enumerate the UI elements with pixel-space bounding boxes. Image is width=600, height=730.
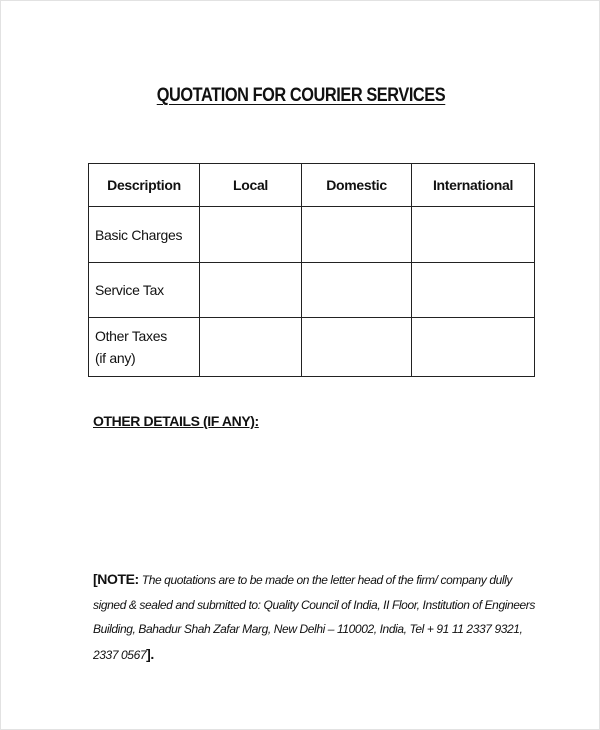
cell	[302, 263, 412, 318]
cell	[412, 263, 535, 318]
other-details-heading: OTHER DETAILS (IF ANY):	[93, 413, 259, 429]
cell	[302, 318, 412, 377]
note-label: [NOTE:	[93, 571, 139, 587]
page-title	[43, 85, 559, 107]
cell	[412, 207, 535, 263]
table-row	[89, 318, 535, 377]
cell	[200, 318, 302, 377]
table-row	[89, 263, 535, 318]
row-label: Service Tax	[89, 263, 200, 318]
header-local: Local	[200, 164, 302, 207]
cell	[200, 207, 302, 263]
table-header-row	[89, 164, 535, 207]
cell	[412, 318, 535, 377]
title-text: QUOTATION FOR COURIER SERVICES	[156, 85, 446, 106]
quotation-table	[88, 163, 535, 377]
row-label-line: (if any)	[95, 350, 136, 366]
cell	[302, 207, 412, 263]
note-paragraph	[93, 567, 543, 667]
header-international: International	[412, 164, 535, 207]
note-end: ].	[146, 645, 154, 662]
cell	[200, 263, 302, 318]
table-row	[89, 207, 535, 263]
note-text: The quotations are to be made on the letter head of the firm/ company dully signed & sealed and submitted to: Quality Council of India, II Floor, Institution of Engineers Building, Bahadur Shah Zafar Marg, New Delhi – 110002, India, Tel + 91 11 2337 9321, 2337 0567	[93, 573, 536, 662]
row-label-line: Other Taxes	[95, 328, 167, 344]
row-label: Basic Charges	[89, 207, 200, 263]
header-domestic: Domestic	[302, 164, 412, 207]
header-description: Description	[89, 164, 200, 207]
row-label	[89, 318, 200, 377]
